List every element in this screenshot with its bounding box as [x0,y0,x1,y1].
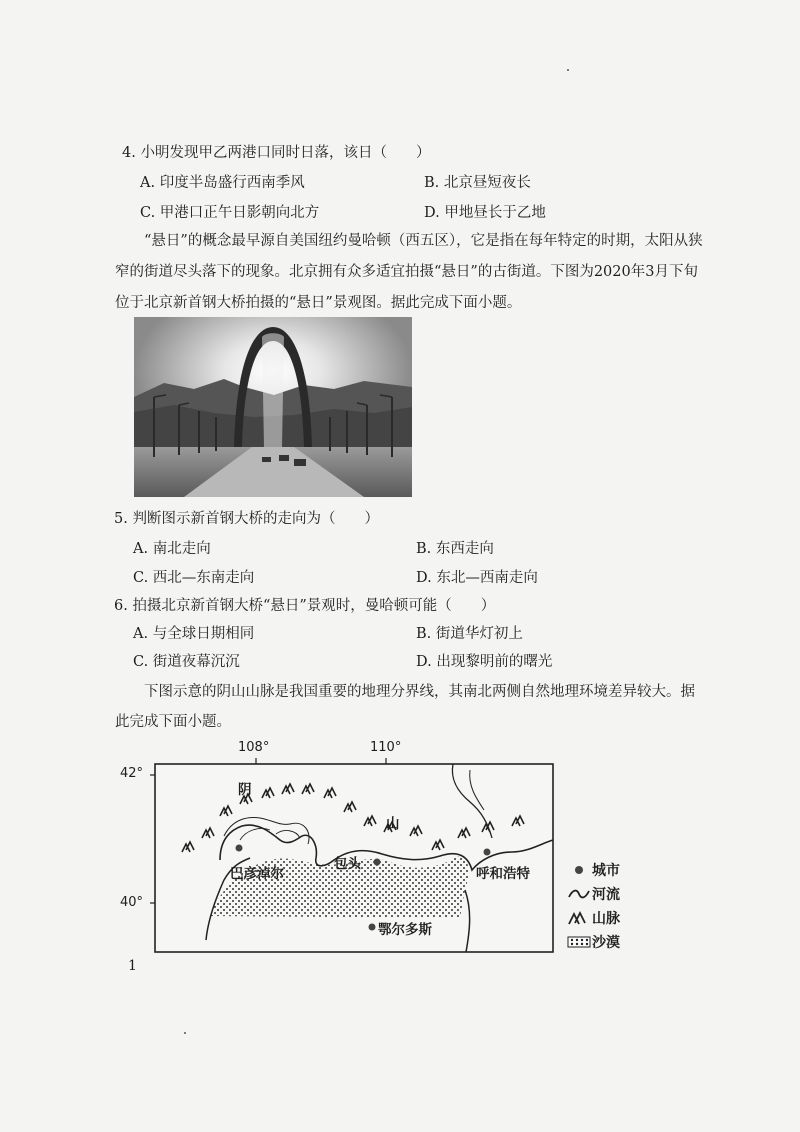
map-label-shan: 山 [386,816,400,832]
longitude-label-110: 110° [370,740,402,755]
city-dot-icon [566,861,592,879]
scan-speck [567,69,569,71]
question-5-option-b: B. 东西走向 [416,541,494,557]
latitude-label-42: 42° [120,766,144,781]
intro-paragraph-yinshan: 下图示意的阴山山脉是我国重要的地理分界线，其南北两侧自然地理环境差异较大。据此完成下面小题。 [115,684,695,730]
scan-speck [184,1032,186,1034]
question-4-stem: 4. 小明发现甲乙两港口同时日落，该日（ ） [122,145,431,161]
river-icon [566,885,592,903]
desert-icon [566,933,592,951]
city-dot-bayannur [236,845,243,852]
question-6-option-b: B. 街道华灯初上 [416,626,523,642]
map-legend [566,858,666,954]
legend-row-mountain [566,906,666,930]
page-number: 1 [128,958,137,974]
question-5-option-c: C. 西北—东南走向 [133,570,255,586]
map-label-hohhot: 呼和浩特 [476,866,530,882]
legend-label-desert: 沙漠 [592,935,620,951]
intro-paragraph-xuanri: “悬日”的概念最早源自美国纽约曼哈顿（西五区），它是指在每年特定的时期，太阳从狭窄的街道尽头落下的现象。北京拥有众多适宜拍摄“悬日”的古街道。下图为2020年3月下旬位于北京新首钢大桥拍摄的“悬日”景观图。据此完成下面小题。 [115,233,703,311]
map-label-ordos: 鄂尔多斯 [378,922,432,938]
question-4-option-d: D. 甲地昼长于乙地 [424,205,546,221]
city-dot-hohhot [484,849,491,856]
question-6-option-a: A. 与全球日期相同 [133,626,255,642]
city-dot-ordos [369,924,376,931]
city-dot-baotou [374,859,381,866]
bridge-photo-drawing [134,317,412,497]
map-label-baotou: 包头 [334,856,361,872]
legend-row-desert [566,930,666,954]
legend-label-river: 河流 [592,887,620,903]
question-4-option-a: A. 印度半岛盛行西南季风 [140,175,305,191]
question-5-option-a: A. 南北走向 [133,541,211,557]
question-6-option-d: D. 出现黎明前的曙光 [416,654,553,670]
map-label-bayannur: 巴彦淖尔 [230,866,284,882]
map-label-yin: 阴 [238,782,252,798]
legend-label-mountain: 山脉 [592,911,620,927]
legend-label-city: 城市 [592,863,620,879]
latitude-label-40: 40° [120,895,144,910]
bridge-sunset-photo [134,317,412,497]
mountain-icon [566,909,592,927]
question-6-stem: 6. 拍摄北京新首钢大桥“悬日”景观时，曼哈顿可能（ ） [114,598,496,614]
question-5-stem: 5. 判断图示新首钢大桥的走向为（ ） [114,511,379,527]
legend-row-river [566,882,666,906]
longitude-label-108: 108° [238,740,270,755]
legend-row-city [566,858,666,882]
question-6-option-c: C. 街道夜幕沉沉 [133,654,240,670]
question-4-option-c: C. 甲港口正午日影朝向北方 [140,205,320,221]
question-5-option-d: D. 东北—西南走向 [416,570,538,586]
question-4-option-b: B. 北京昼短夜长 [424,175,531,191]
